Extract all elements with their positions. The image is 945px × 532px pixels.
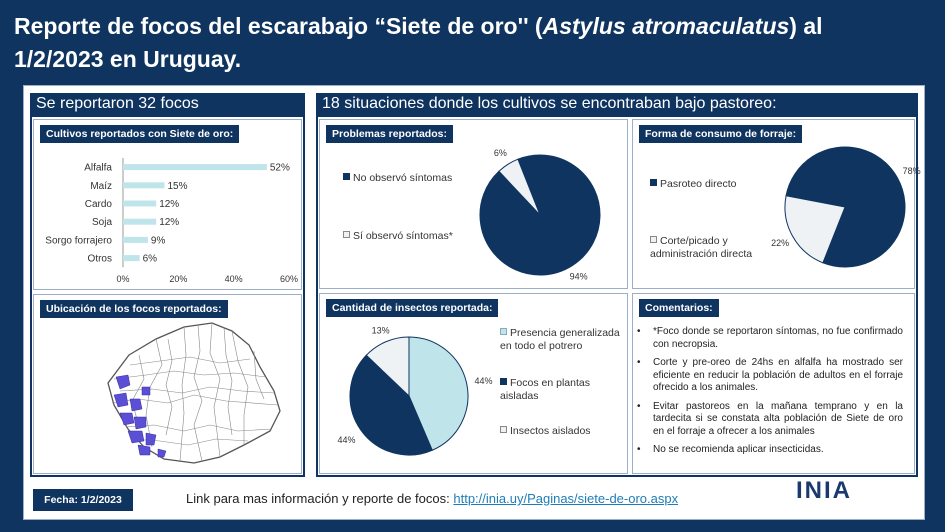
x-tick-label: 0% [116, 274, 130, 284]
title-line1-post: ) al [789, 13, 823, 39]
info-link[interactable]: http://inia.uy/Paginas/siete-de-oro.aspx [453, 491, 679, 506]
insects-pie-chart [320, 294, 629, 475]
legend-label: Focos en plantas aisladas [500, 377, 590, 402]
title-species: Astylus atromaculatus [542, 13, 790, 39]
x-tick-label: 60% [279, 274, 299, 284]
bar [123, 182, 165, 188]
comment-item: • No se recomienda aplicar insecticidas. [633, 444, 903, 457]
legend-label: Presencia generalizada en todo el potrero [500, 327, 620, 352]
bar [123, 237, 148, 243]
bar-value-label: 12% [159, 217, 180, 229]
report-date: Fecha: 1/2/2023 [33, 489, 133, 511]
forage-panel [632, 119, 921, 289]
slice-value-label: 13% [371, 325, 390, 336]
category-label: Maíz [90, 180, 112, 192]
slice-value-label: 22% [771, 238, 790, 249]
legend-label: Corte/picado y administración directa [650, 235, 753, 260]
title-line1-pre: Reporte de focos del escarabajo “Siete de oro'' ( [14, 13, 543, 39]
forage-pie-chart [633, 120, 921, 290]
footer-link-text: Link para mas información y reporte de focos: [186, 491, 454, 506]
category-label: Soja [91, 217, 112, 229]
legend-label: Pasroteo directo [660, 178, 737, 190]
uruguay-map [34, 295, 303, 475]
insects-panel [319, 293, 628, 474]
slice-value-label: 44% [474, 376, 493, 387]
slice-value-label: 44% [337, 434, 356, 445]
problems-pie-chart [320, 120, 629, 290]
category-label: Cardo [84, 199, 112, 210]
category-label: Otros [87, 253, 112, 265]
legend-label: Sí observó síntomas* [353, 230, 453, 242]
crops-title: Cultivos reportados con Siete de oro: [40, 125, 239, 143]
left-band: Se reportaron 32 focos [30, 93, 305, 115]
x-tick-label: 40% [224, 274, 243, 284]
comment-item: • Evitar pastoreos en la mañana temprano y en la tardecita si se constata alta población de Siete de oro en el forraje a ofrecer a los animales [633, 401, 903, 439]
bar [123, 164, 267, 170]
comments-title: Comentarios: [639, 299, 719, 317]
bar-value-label: 52% [269, 162, 290, 174]
footer-link-line [186, 489, 678, 509]
map-title: Ubicación de los focos reportados: [40, 300, 228, 318]
legend-label: Insectos aislados [510, 425, 591, 437]
inia-logo: INIA [796, 477, 852, 504]
bar-value-label: 12% [159, 199, 180, 210]
category-label: Alfalfa [84, 162, 112, 174]
comments-panel [632, 293, 915, 474]
forage-title: Forma de consumo de forraje: [639, 125, 802, 143]
bar [123, 201, 156, 207]
bar-value-label: 9% [150, 235, 166, 247]
comment-item: • *Foco donde se reportaron síntomas, no fue confirmado con necropsia. [633, 326, 903, 351]
crops-panel [33, 119, 302, 290]
problems-title: Problemas reportados: [326, 125, 453, 143]
bar-value-label: 15% [167, 180, 188, 192]
right-band: 18 situaciones donde los cultivos se encontraban bajo pastoreo: [316, 93, 918, 115]
slice-value-label: 94% [569, 271, 588, 282]
slice-value-label: 6% [493, 148, 507, 159]
insects-title: Cantidad de insectos reportada: [326, 299, 498, 317]
bar [123, 255, 140, 261]
page-title [14, 10, 914, 76]
map-panel [33, 294, 302, 474]
legend-label: No observó síntomas [353, 172, 453, 184]
title-line2: 1/2/2023 en Uruguay. [14, 46, 242, 72]
slice-value-label: 78% [902, 165, 921, 176]
comments-list [633, 326, 903, 463]
bar [123, 219, 156, 225]
x-tick-label: 20% [169, 274, 188, 284]
problems-panel [319, 119, 628, 289]
comment-item: • Corte y pre-oreo de 24hs en alfalfa ha mostrado ser eficiente en reducir la población de adultos en el forraje ofrecido a los animales. [633, 357, 903, 395]
crops-bar-chart [34, 120, 303, 291]
bar-value-label: 6% [142, 253, 158, 265]
category-label: Sorgo forrajero [45, 235, 112, 247]
